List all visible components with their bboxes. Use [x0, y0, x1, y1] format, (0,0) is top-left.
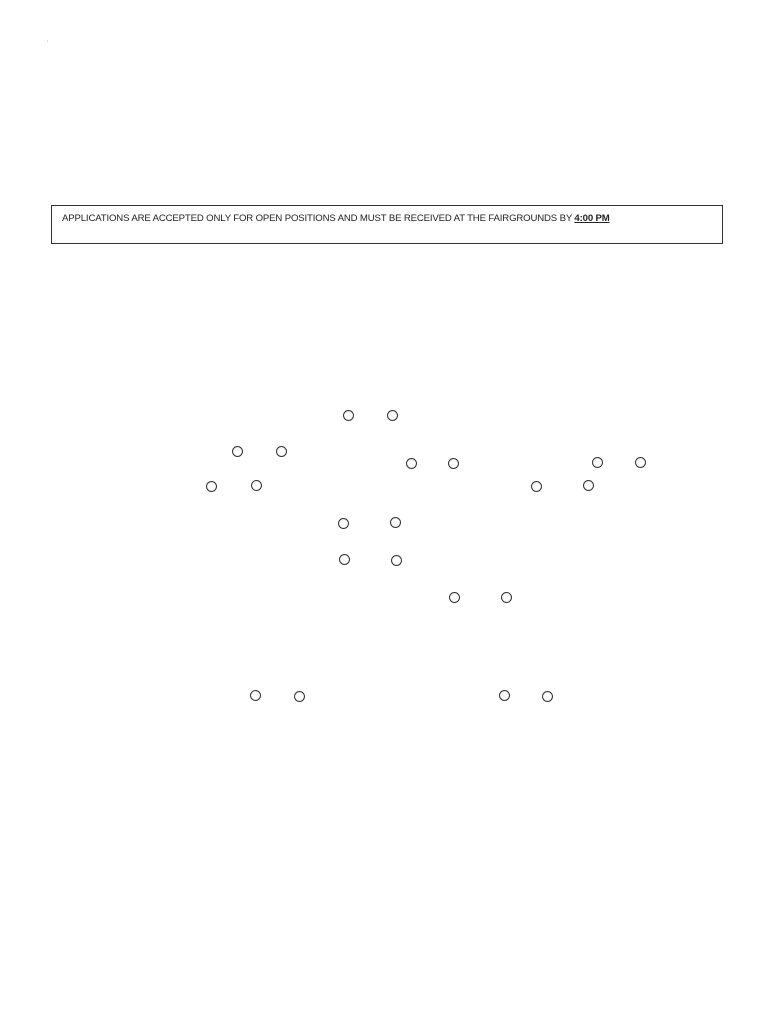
radio-pair-4-option-b[interactable]	[635, 457, 646, 468]
scan-speck: '	[47, 41, 49, 47]
radio-pair-10-option-b[interactable]	[294, 691, 305, 702]
radio-pair-2-option-a[interactable]	[232, 446, 243, 457]
radio-pair-9-option-b[interactable]	[501, 592, 512, 603]
application-notice-box	[51, 205, 723, 244]
radio-pair-6-option-a[interactable]	[531, 481, 542, 492]
radio-pair-5-option-b[interactable]	[251, 480, 262, 491]
radio-pair-6-option-b[interactable]	[583, 480, 594, 491]
radio-pair-3-option-b[interactable]	[448, 458, 459, 469]
radio-pair-4-option-a[interactable]	[592, 457, 603, 468]
radio-pair-5-option-a[interactable]	[206, 481, 217, 492]
radio-pair-3-option-a[interactable]	[406, 458, 417, 469]
radio-pair-10-option-a[interactable]	[250, 690, 261, 701]
radio-pair-7-option-a[interactable]	[338, 518, 349, 529]
radio-pair-8-option-b[interactable]	[391, 555, 402, 566]
radio-pair-1-option-a[interactable]	[343, 410, 354, 421]
notice-deadline: 4:00 PM	[574, 213, 610, 224]
radio-pair-11-option-a[interactable]	[499, 690, 510, 701]
notice-text: APPLICATIONS ARE ACCEPTED ONLY FOR OPEN POSITIONS AND MUST BE RECEIVED AT THE FAIRGROUNDS BY	[62, 213, 575, 224]
radio-pair-8-option-a[interactable]	[339, 554, 350, 565]
radio-pair-11-option-b[interactable]	[542, 691, 553, 702]
radio-pair-9-option-a[interactable]	[449, 592, 460, 603]
radio-pair-7-option-b[interactable]	[390, 517, 401, 528]
application-notice	[62, 213, 632, 224]
radio-pair-2-option-b[interactable]	[276, 446, 287, 457]
radio-pair-1-option-b[interactable]	[387, 410, 398, 421]
